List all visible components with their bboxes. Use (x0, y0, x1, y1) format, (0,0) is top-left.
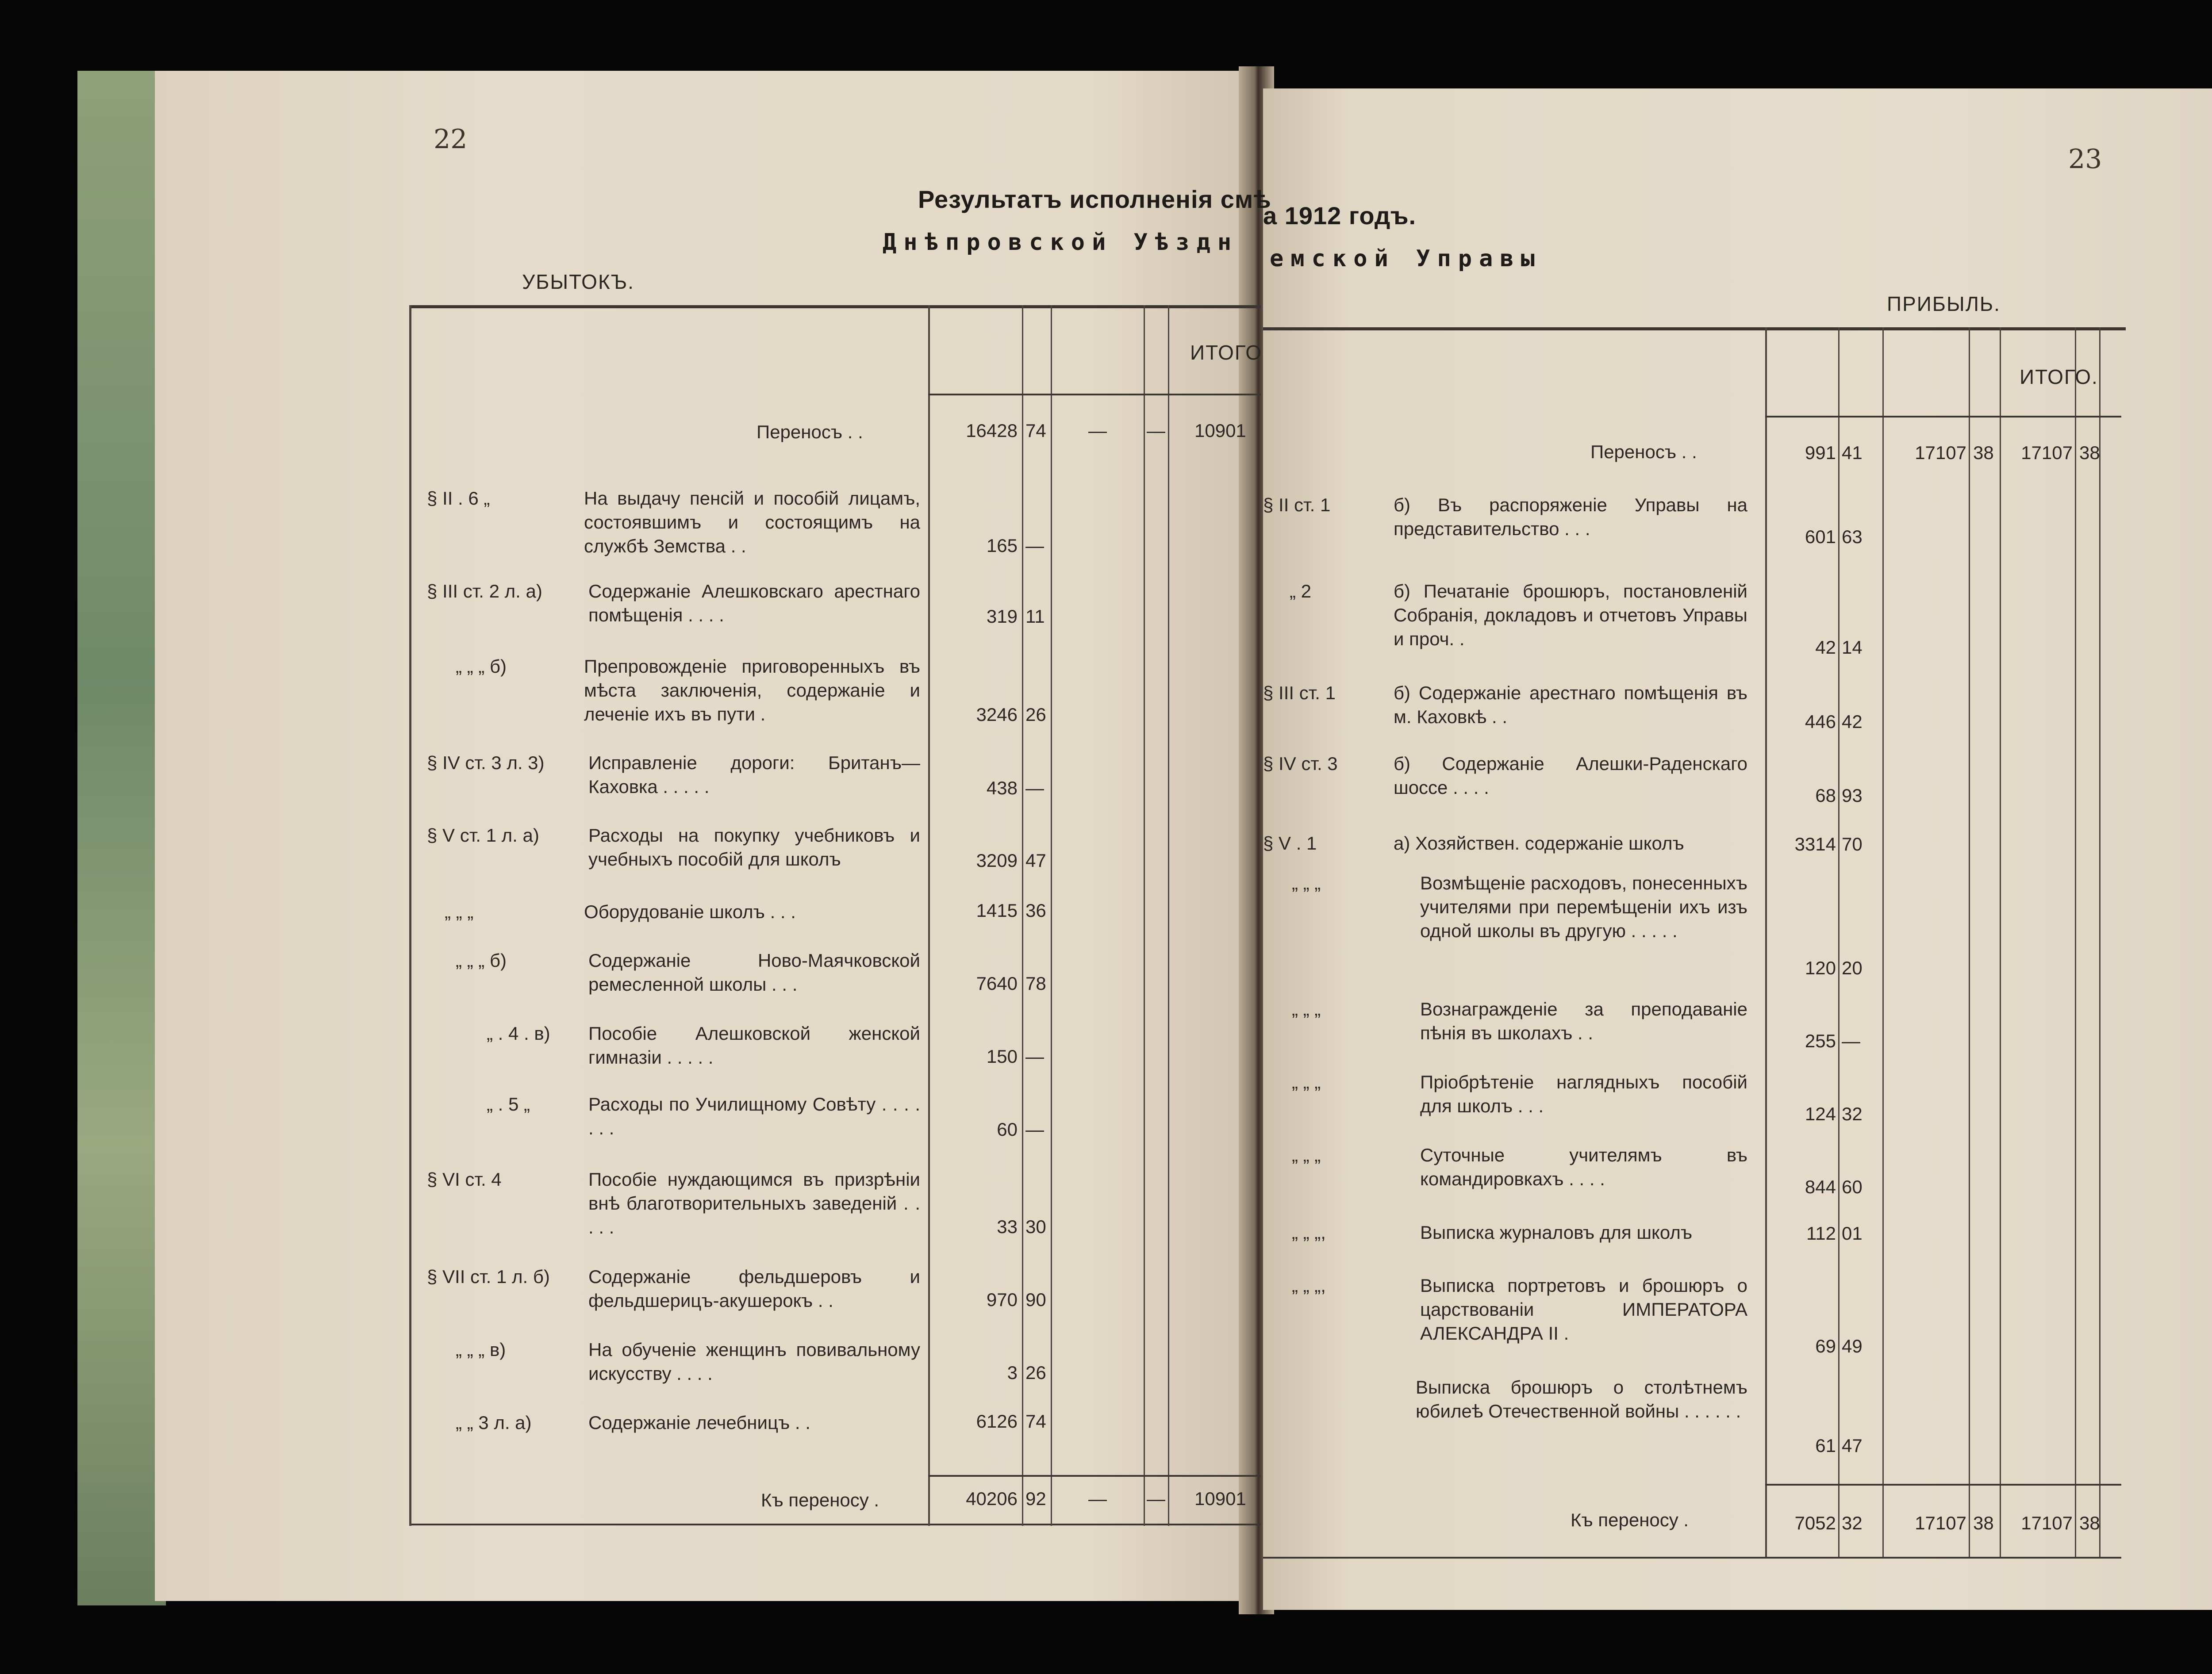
carry-out-label-right: Къ переносу . (1571, 1509, 1689, 1530)
row-kop: 93 (1842, 785, 1863, 806)
header-rule-right (1765, 416, 2121, 418)
page-subtitle-right: емской Управы (1270, 245, 1542, 272)
row-description: Выписка брошюръ о столѣтнемъ юбилеѣ Отечественной войны . . . . . . (1416, 1377, 1747, 1421)
row-ref: „ „ 3 л. а) (456, 1412, 532, 1433)
row-ref: „ „ „, (1292, 1222, 1326, 1243)
carry-in-rub2-right: 17107 (1915, 442, 1966, 463)
row-ref: § V ст. 1 л. а) (427, 825, 539, 846)
row-rub: 42 (1815, 637, 1836, 658)
row-description: б) Въ распоряженіе Управы на представительство . . . (1394, 494, 1747, 539)
row-kop: 01 (1842, 1223, 1863, 1244)
row-kop: 26 (1025, 1362, 1046, 1383)
table-bottom-rule-right (1263, 1557, 2121, 1559)
row-description: Вознагражденіе за преподаваніе пѣнія въ школахъ . . (1420, 999, 1747, 1043)
row-ref: „ „ „ б) (456, 950, 507, 971)
carry-out-dash1-left: — (1088, 1488, 1107, 1509)
col-divider-b-left (1144, 305, 1145, 1526)
row-rub: 150 (986, 1046, 1018, 1067)
row-rub: 446 (1805, 711, 1836, 732)
total-header-right: ИТОГО. (2020, 365, 2098, 388)
row-kop: 60 (1842, 1176, 1863, 1197)
row-kop: 42 (1842, 711, 1863, 732)
row-rub: 438 (986, 778, 1018, 798)
carry-out-kop-right: 32 (1842, 1513, 1863, 1533)
row-rub: 3209 (976, 850, 1018, 871)
footer-rule-left (928, 1475, 1261, 1477)
col-divider-amount-left (928, 305, 930, 1526)
row-ref: „ „ „ (445, 901, 474, 922)
row-ref: „ . 5 „ (487, 1094, 530, 1115)
row-kop: 32 (1842, 1103, 1863, 1124)
carry-in-kop-left: 74 (1025, 420, 1046, 441)
row-ref: § VI ст. 4 (427, 1169, 502, 1190)
row-rub: 124 (1805, 1103, 1836, 1124)
page-title-right: а 1912 годъ. (1263, 202, 1417, 230)
footer-rule-right (1765, 1484, 2121, 1486)
row-description: Расходы по Училищному Совѣту . . . . . . . (588, 1094, 920, 1138)
row-ref: § II . 6 „ (427, 488, 490, 509)
carry-out-label-left: Къ переносу . (761, 1490, 879, 1510)
row-description: На выдачу пенсій и пособій лицамъ, состоявшимъ и состоящимъ на службѣ Земства . . (584, 488, 920, 556)
carry-in-rub-left: 16428 (966, 420, 1018, 441)
row-description: Суточные учителямъ въ командировкахъ . . . . (1420, 1145, 1747, 1189)
carry-in-rub-right: 991 (1805, 442, 1836, 463)
row-description: Выписка журналовъ для школъ (1420, 1222, 1693, 1243)
col-divider-c-right (2000, 327, 2001, 1557)
row-rub: 970 (986, 1289, 1018, 1310)
book-cover-left (77, 71, 166, 1605)
row-rub: 1415 (976, 900, 1018, 921)
row-description: Содержаніе лечебницъ . . (588, 1412, 810, 1433)
row-description: Пріобрѣтеніе наглядныхъ пособій для школъ . . . (1420, 1072, 1747, 1116)
page-title-left: Результатъ исполненія смѣ (918, 185, 1271, 213)
row-rub: 69 (1815, 1336, 1836, 1356)
row-kop: 90 (1025, 1289, 1046, 1310)
row-description: Содержаніе Ново-Маячковской ремесленной школы . . . (588, 950, 920, 995)
col-divider-amount-right (1765, 327, 1767, 1557)
row-kop: — (1025, 1046, 1044, 1067)
carry-in-label-right: Переносъ . . (1590, 441, 1697, 462)
row-kop: — (1025, 1119, 1044, 1140)
row-rub: 6126 (976, 1411, 1018, 1432)
row-ref: „ . 4 . в) (487, 1023, 550, 1044)
row-kop: 47 (1025, 850, 1046, 871)
row-description: Исправленіе дороги: Британъ—Каховка . . . . . (588, 752, 920, 797)
row-ref: § V . 1 (1263, 833, 1317, 854)
row-rub: 33 (997, 1216, 1018, 1237)
carry-out-rub-right: 7052 (1794, 1513, 1836, 1533)
row-description: а) Хозяйствен. содержаніе школъ (1394, 833, 1684, 854)
col-divider-kop2-left (1051, 305, 1052, 1526)
row-description: Оборудованіе школъ . . . (584, 901, 796, 922)
row-description: Содержаніе Алешковскаго арестнаго помѣщенія . . . . (588, 581, 920, 625)
carry-out-rub-left: 40206 (966, 1488, 1018, 1509)
row-kop: 11 (1025, 606, 1045, 627)
row-ref: „ „ „ в) (456, 1339, 506, 1360)
carry-out-dash2-left: — (1147, 1488, 1165, 1509)
row-ref: § IV ст. 3 (1263, 753, 1338, 774)
row-description: Пособіе Алешковской женской гимназіи . . . . . (588, 1023, 920, 1068)
row-description: б) Содержаніе Алешки-Раденскаго шоссе . . . . (1394, 753, 1747, 798)
row-ref: „ „ „ б) (456, 656, 507, 677)
carry-out-rub2-right: 17107 (1915, 1513, 1966, 1533)
row-ref: „ „ „ (1292, 1072, 1321, 1092)
page-subtitle-left: Днѣпровской Уѣздн (883, 229, 1239, 256)
row-ref: § III ст. 1 (1263, 682, 1336, 703)
carry-in-dash1-left: — (1088, 420, 1107, 441)
row-kop: 47 (1842, 1435, 1863, 1456)
row-rub: 844 (1805, 1176, 1836, 1197)
col-divider-d-right (2075, 327, 2076, 1557)
row-ref: § IV ст. 3 л. 3) (427, 752, 545, 773)
row-kop: — (1842, 1030, 1860, 1051)
row-rub: 60 (997, 1119, 1018, 1140)
row-description: Содержаніе фельдшеровъ и фельдшерицъ-акушерокъ . . (588, 1266, 920, 1311)
row-rub: 112 (1806, 1223, 1836, 1244)
row-rub: 255 (1805, 1030, 1836, 1051)
row-description: На обученіе женщинъ повивальному искусству . . . . (588, 1339, 920, 1384)
total-header-left: ИТОГО (1190, 341, 1262, 364)
carry-out-total-left: 10901 (1194, 1488, 1246, 1509)
col-divider-e-right (2099, 327, 2101, 1557)
row-kop: 36 (1025, 900, 1046, 921)
row-kop: 70 (1842, 834, 1863, 854)
carry-out-kop2-right: 38 (1973, 1513, 1994, 1533)
row-rub: 120 (1805, 958, 1836, 978)
page-number-right: 23 (2068, 144, 2102, 175)
row-ref: „ „ „ (1292, 999, 1321, 1019)
row-kop: 14 (1842, 637, 1863, 658)
col-divider-kop2-right (1882, 327, 1884, 1557)
row-ref: „ „ „ (1292, 873, 1321, 893)
carry-in-kop-right: 41 (1842, 442, 1863, 463)
row-kop: — (1025, 535, 1044, 556)
row-description: Возмѣщеніе расходовъ, понесенныхъ учителями при перемѣщеніи ихъ изъ одной школы въ другую . . . . . (1420, 873, 1747, 941)
row-ref: § III ст. 2 л. а) (427, 581, 542, 601)
row-rub: 601 (1805, 526, 1836, 547)
col-divider-kop-right (1838, 327, 1839, 1557)
row-rub: 3246 (976, 704, 1018, 725)
carry-out-total-right: 17107 (2021, 1513, 2073, 1533)
carry-out-kop-left: 92 (1025, 1488, 1046, 1509)
table-top-rule-right (1263, 327, 2126, 330)
row-kop: 20 (1842, 958, 1863, 978)
row-ref: „ 2 (1290, 581, 1312, 601)
carry-in-tkop-right: 38 (2079, 442, 2100, 463)
row-ref: „ „ „, (1292, 1275, 1326, 1296)
row-description: Выписка портретовъ и брошюръ о царствованіи ИМПЕРАТОРА АЛЕКСАНДРА II . (1420, 1275, 1747, 1344)
row-description: Пособіе нуждающимся въ призрѣніи внѣ благотворительныхъ заведеній . . . . . (588, 1169, 920, 1237)
page-number-left: 22 (434, 124, 468, 155)
table-top-rule-left (409, 305, 1261, 308)
section-label-profit: ПРИБЫЛЬ. (1887, 292, 2001, 315)
carry-in-label-left: Переносъ . . (757, 421, 863, 442)
row-ref: § II ст. 1 (1263, 494, 1331, 515)
row-kop: 78 (1025, 973, 1046, 994)
carry-in-kop2-right: 38 (1973, 442, 1994, 463)
row-rub: 319 (986, 606, 1018, 627)
row-description: б) Печатаніе брошюръ, постановленій Собранія, докладовъ и отчетовъ Управы и проч. . (1394, 581, 1747, 649)
row-ref: § VII ст. 1 л. б) (427, 1266, 550, 1287)
col-divider-c-left (1168, 305, 1169, 1526)
row-ref: „ „ „ (1292, 1145, 1321, 1165)
row-rub: 68 (1815, 785, 1836, 806)
section-label-loss: УБЫТОКЪ. (522, 270, 634, 293)
table-bottom-rule-left (409, 1524, 1261, 1525)
row-rub: 3314 (1794, 834, 1836, 854)
row-kop: 26 (1025, 704, 1046, 725)
row-description: б) Содержаніе арестнаго помѣщенія въ м. Каховкѣ . . (1394, 682, 1747, 727)
row-description: Препровожденіе приговоренныхъ въ мѣста заключенія, содержаніе и леченіе ихъ въ пути . (584, 656, 920, 724)
header-rule-left (928, 394, 1261, 395)
row-rub: 165 (986, 535, 1018, 556)
col-divider-b-right (1969, 327, 1970, 1557)
carry-in-total-left: 10901 (1194, 420, 1246, 441)
row-description: Расходы на покупку учебниковъ и учебныхъ пособій для школъ (588, 825, 920, 870)
row-rub: 61 (1815, 1435, 1836, 1456)
carry-in-total-right: 17107 (2021, 442, 2073, 463)
table-left-border (409, 305, 411, 1526)
row-rub: 7640 (976, 973, 1018, 994)
col-divider-kop-left (1022, 305, 1023, 1526)
row-kop: 30 (1025, 1216, 1046, 1237)
row-rub: 3 (1007, 1362, 1018, 1383)
row-kop: 49 (1842, 1336, 1863, 1356)
carry-in-dash2-left: — (1147, 420, 1165, 441)
carry-out-tkop-right: 38 (2079, 1513, 2100, 1533)
row-kop: 63 (1842, 526, 1863, 547)
row-kop: — (1025, 778, 1044, 798)
row-kop: 74 (1025, 1411, 1046, 1432)
